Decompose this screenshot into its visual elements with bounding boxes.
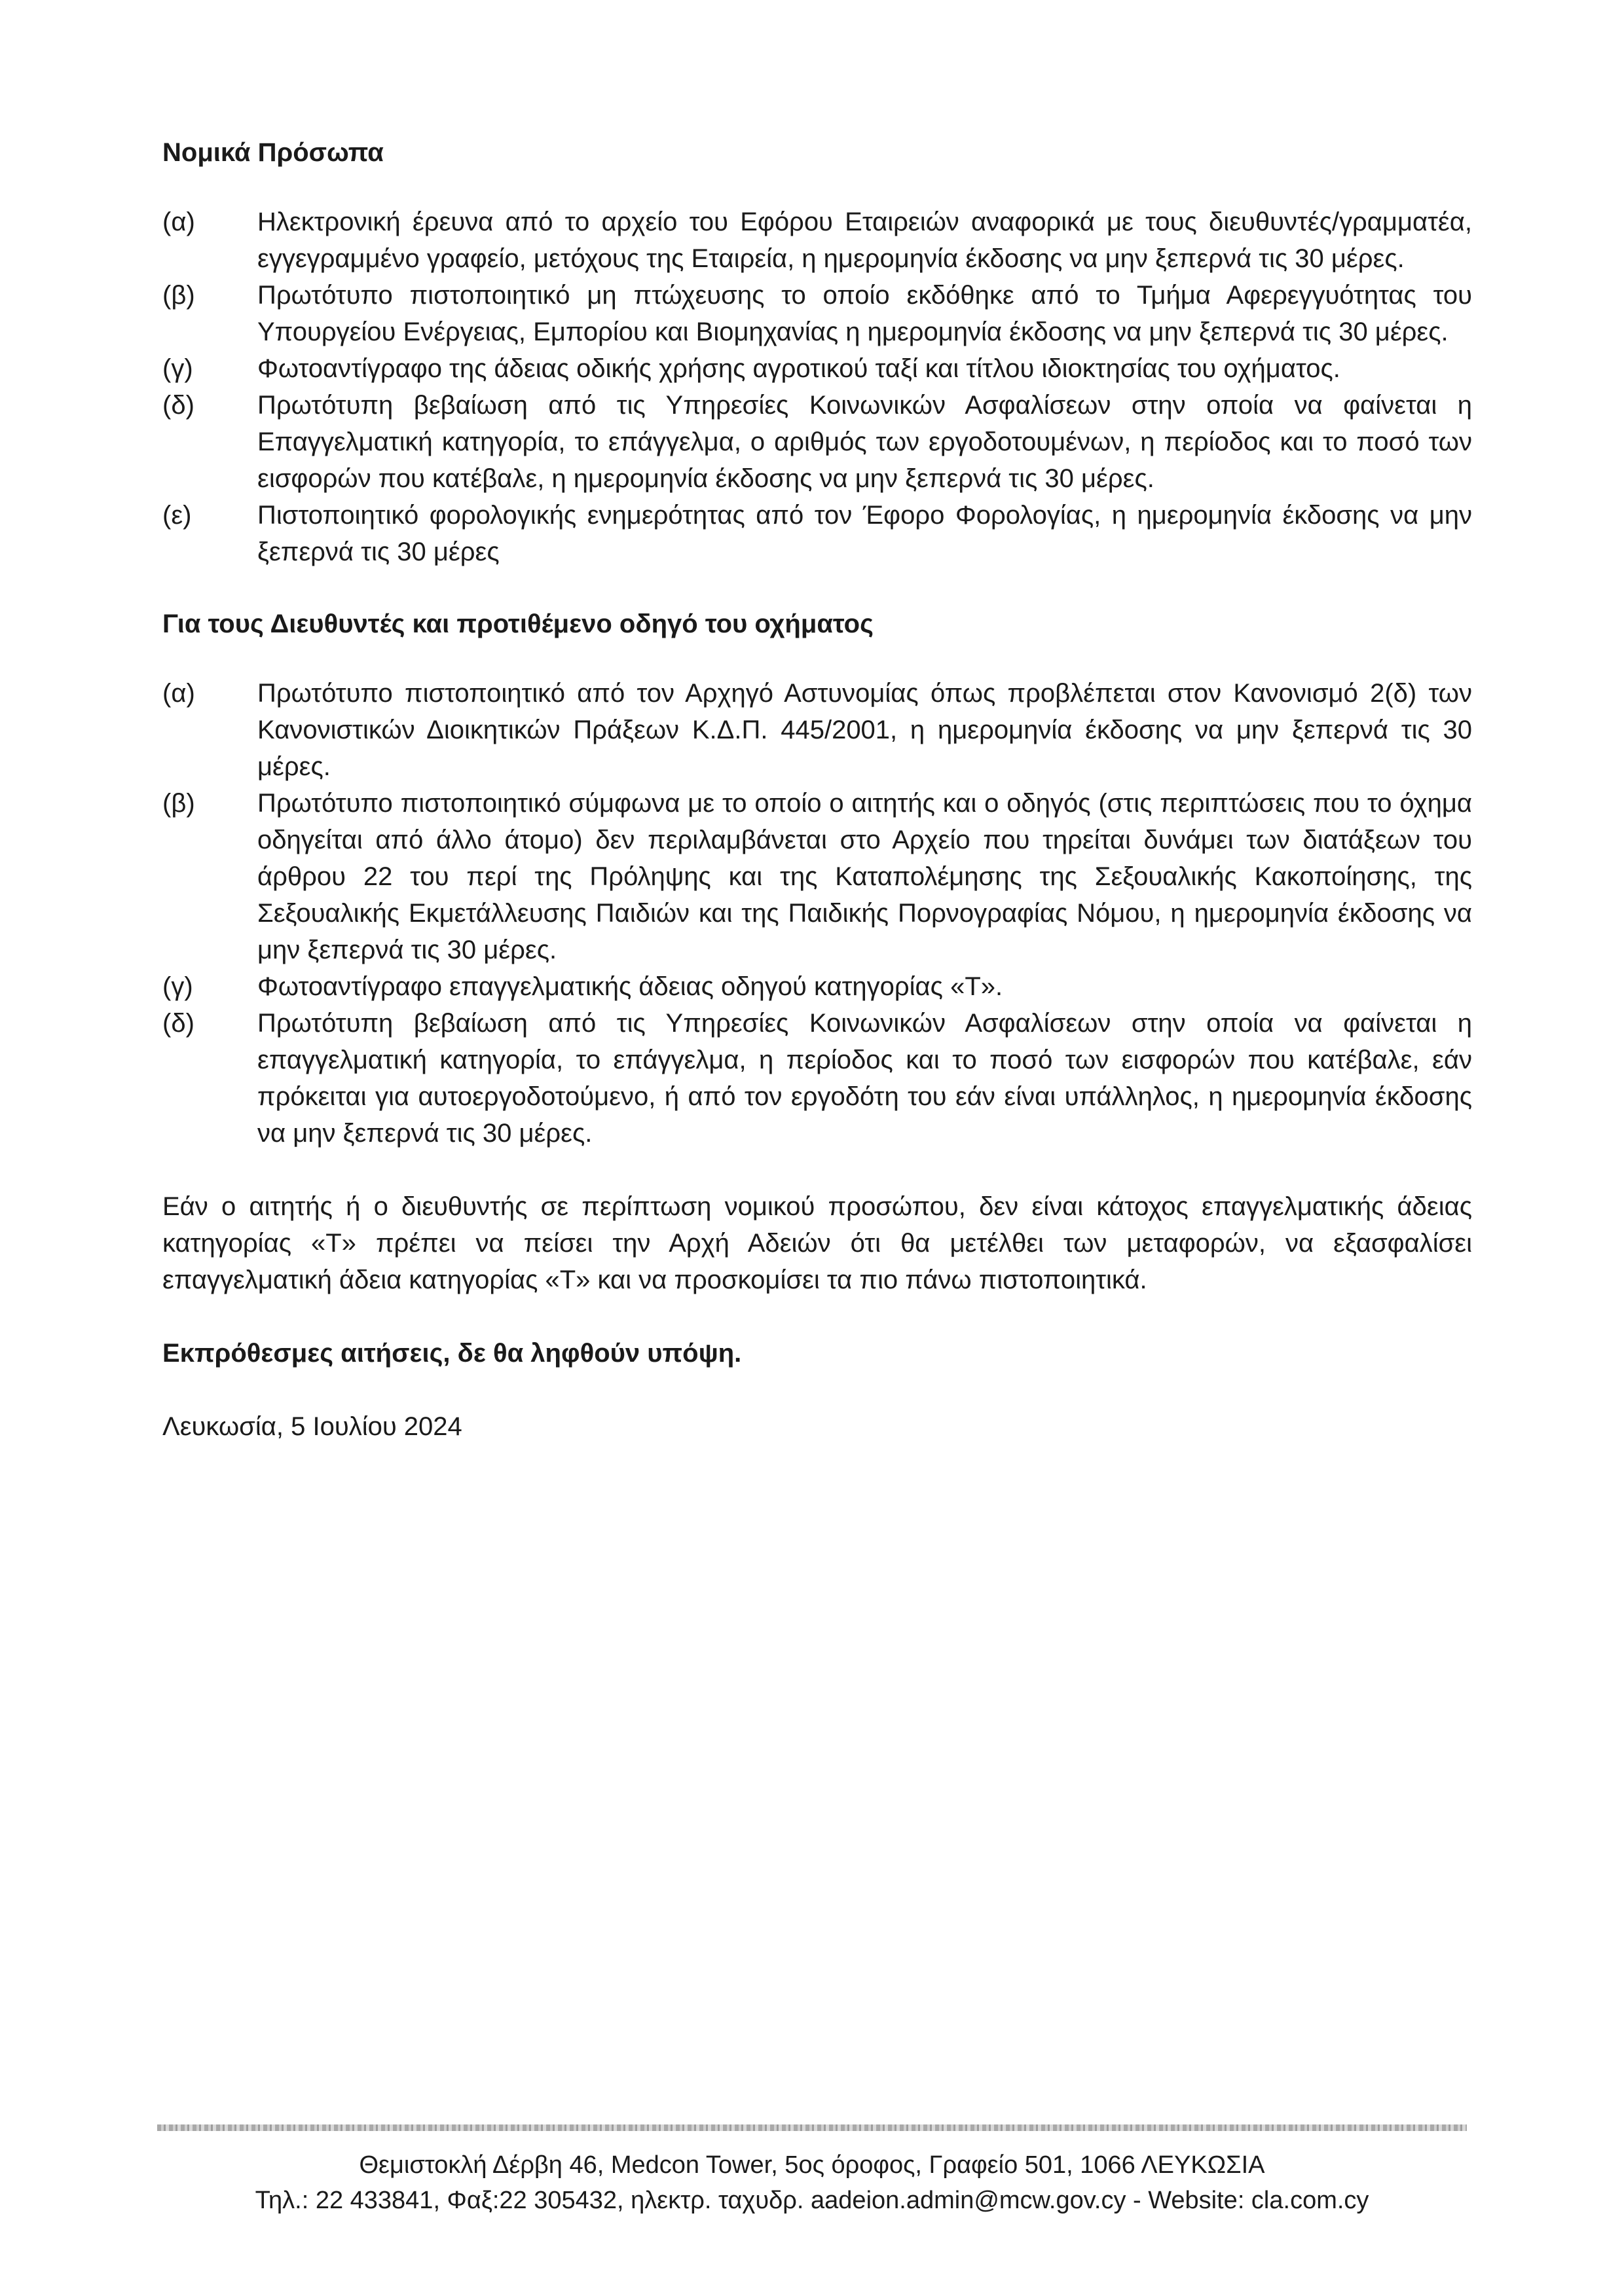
list-item <box>162 675 1472 785</box>
item-marker: (δ) <box>162 1009 194 1038</box>
list-item <box>162 968 1472 1005</box>
item-marker: (δ) <box>162 391 194 420</box>
item-marker: (α) <box>162 679 195 708</box>
item-marker: (γ) <box>162 354 193 383</box>
section-heading-directors-drivers: Για τους Διευθυντές και προτιθέμενο οδηγό του οχήματος <box>162 610 874 638</box>
list-item <box>162 204 1472 277</box>
list-item <box>162 1005 1472 1152</box>
item-text: Πρωτότυπη βεβαίωση από τις Υπηρεσίες Κοινωνικών Ασφαλίσεων στην οποία να φαίνεται η επαγγελματική κατηγορία, το επάγγελμα, η περίοδος και το ποσό των εισφορών που κατέβαλε, εάν πρόκειται για αυτοεργοδοτούμενο, ή από τον εργοδότη του εάν είναι υπάλληλος, η ημερομηνία έκδοσης να μην ξεπερνά τις 30 μέρες. <box>257 1009 1472 1148</box>
item-text: Πρωτότυπη βεβαίωση από τις Υπηρεσίες Κοινωνικών Ασφαλίσεων στην οποία να φαίνεται η Επαγγελματική κατηγορία, το επάγγελμα, ο αριθμός των εργοδοτουμένων, η περίοδος και το ποσό των εισφορών που κατέβαλε, η ημερομηνία έκδοσης να μην ξεπερνά τις 30 μέρες. <box>257 391 1472 493</box>
list-item <box>162 785 1472 968</box>
late-applications-notice: Εκπρόθεσμες αιτήσεις, δε θα ληφθούν υπόψη. <box>162 1339 742 1368</box>
document-body <box>162 134 1472 1445</box>
item-text: Πρωτότυπο πιστοποιητικό από τον Αρχηγό Αστυνομίας όπως προβλέπεται στον Κανονισμό 2(δ) των Κανονιστικών Διοικητικών Πράξεων Κ.Δ.Π. 445/2001, η ημερομηνία έκδοσης να μην ξεπερνά τις 30 μέρες. <box>257 679 1472 781</box>
list-item <box>162 387 1472 497</box>
item-text: Πρωτότυπο πιστοποιητικό σύμφωνα με το οποίο ο αιτητής και ο οδηγός (στις περιπτώσεις που το όχημα οδηγείται από άλλο άτομο) δεν περιλαμβάνεται στο Αρχείο που τηρείται δυνάμει των διατάξεων του άρθρου 22 του περί της Πρόληψης και της Καταπολέμησης της Σεξουαλικής Κακοποίησης, της Σεξουαλικής Εκμετάλλευσης Παιδιών και της Παιδικής Πορνογραφίας Νόμου, η ημερομηνία έκδοσης να μην ξεπερνά τις 30 μέρες. <box>257 789 1472 964</box>
item-marker: (α) <box>162 208 195 236</box>
item-marker: (γ) <box>162 972 193 1001</box>
item-marker: (β) <box>162 789 195 818</box>
item-text: Φωτοαντίγραφο επαγγελματικής άδειας οδηγού κατηγορίας «Τ». <box>257 972 1003 1001</box>
list-item <box>162 350 1472 387</box>
legal-entities-list <box>162 204 1472 570</box>
footer-contact: Τηλ.: 22 433841, Φαξ:22 305432, ηλεκτρ. ταχυδρ. aadeion.admin@mcw.gov.cy - Website: cla.com.cy <box>255 2187 1369 2214</box>
place-and-date: Λευκωσία, 5 Ιουλίου 2024 <box>162 1412 462 1441</box>
directors-drivers-list <box>162 675 1472 1152</box>
list-item <box>162 497 1472 570</box>
license-requirement-note: Εάν ο αιτητής ή ο διευθυντής σε περίπτωση νομικού προσώπου, δεν είναι κάτοχος επαγγελματικής άδειας κατηγορίας «Τ» πρέπει να πείσει την Αρχή Αδειών ότι θα μετέλθει των μεταφορών, να εξασφαλίσει επαγγελματική άδεια κατηγορίας «Τ» και να προσκομίσει τα πιο πάνω πιστοποιητικά. <box>162 1192 1472 1294</box>
list-item <box>162 277 1472 350</box>
item-text: Πιστοποιητικό φορολογικής ενημερότητας από τον Έφορο Φορολογίας, η ημερομηνία έκδοσης να μην ξεπερνά τις 30 μέρες <box>257 501 1472 566</box>
footer <box>157 2147 1467 2218</box>
footer-divider <box>157 2124 1467 2131</box>
item-text: Ηλεκτρονική έρευνα από το αρχείο του Εφόρου Εταιρειών αναφορικά με τους διευθυντές/γραμματέα, εγγεγραμμένο γραφείο, μετόχους της Εταιρεία, η ημερομηνία έκδοσης να μην ξεπερνά τις 30 μέρες. <box>257 208 1472 273</box>
item-text: Φωτοαντίγραφο της άδειας οδικής χρήσης αγροτικού ταξί και τίτλου ιδιοκτησίας του οχήματος. <box>257 354 1340 383</box>
footer-address: Θεμιστοκλή Δέρβη 46, Medcon Tower, 5ος όροφος, Γραφείο 501, 1066 ΛΕΥΚΩΣΙΑ <box>359 2151 1265 2179</box>
item-text: Πρωτότυπο πιστοποιητικό μη πτώχευσης το οποίο εκδόθηκε από το Τμήμα Αφερεγγυότητας του Υπουργείου Ενέργειας, Εμπορίου και Βιομηχανίας η ημερομηνία έκδοσης να μην ξεπερνά τις 30 μέρες. <box>257 281 1472 346</box>
section-heading-legal-entities: Νομικά Πρόσωπα <box>162 138 384 167</box>
item-marker: (β) <box>162 281 195 310</box>
item-marker: (ε) <box>162 501 192 530</box>
